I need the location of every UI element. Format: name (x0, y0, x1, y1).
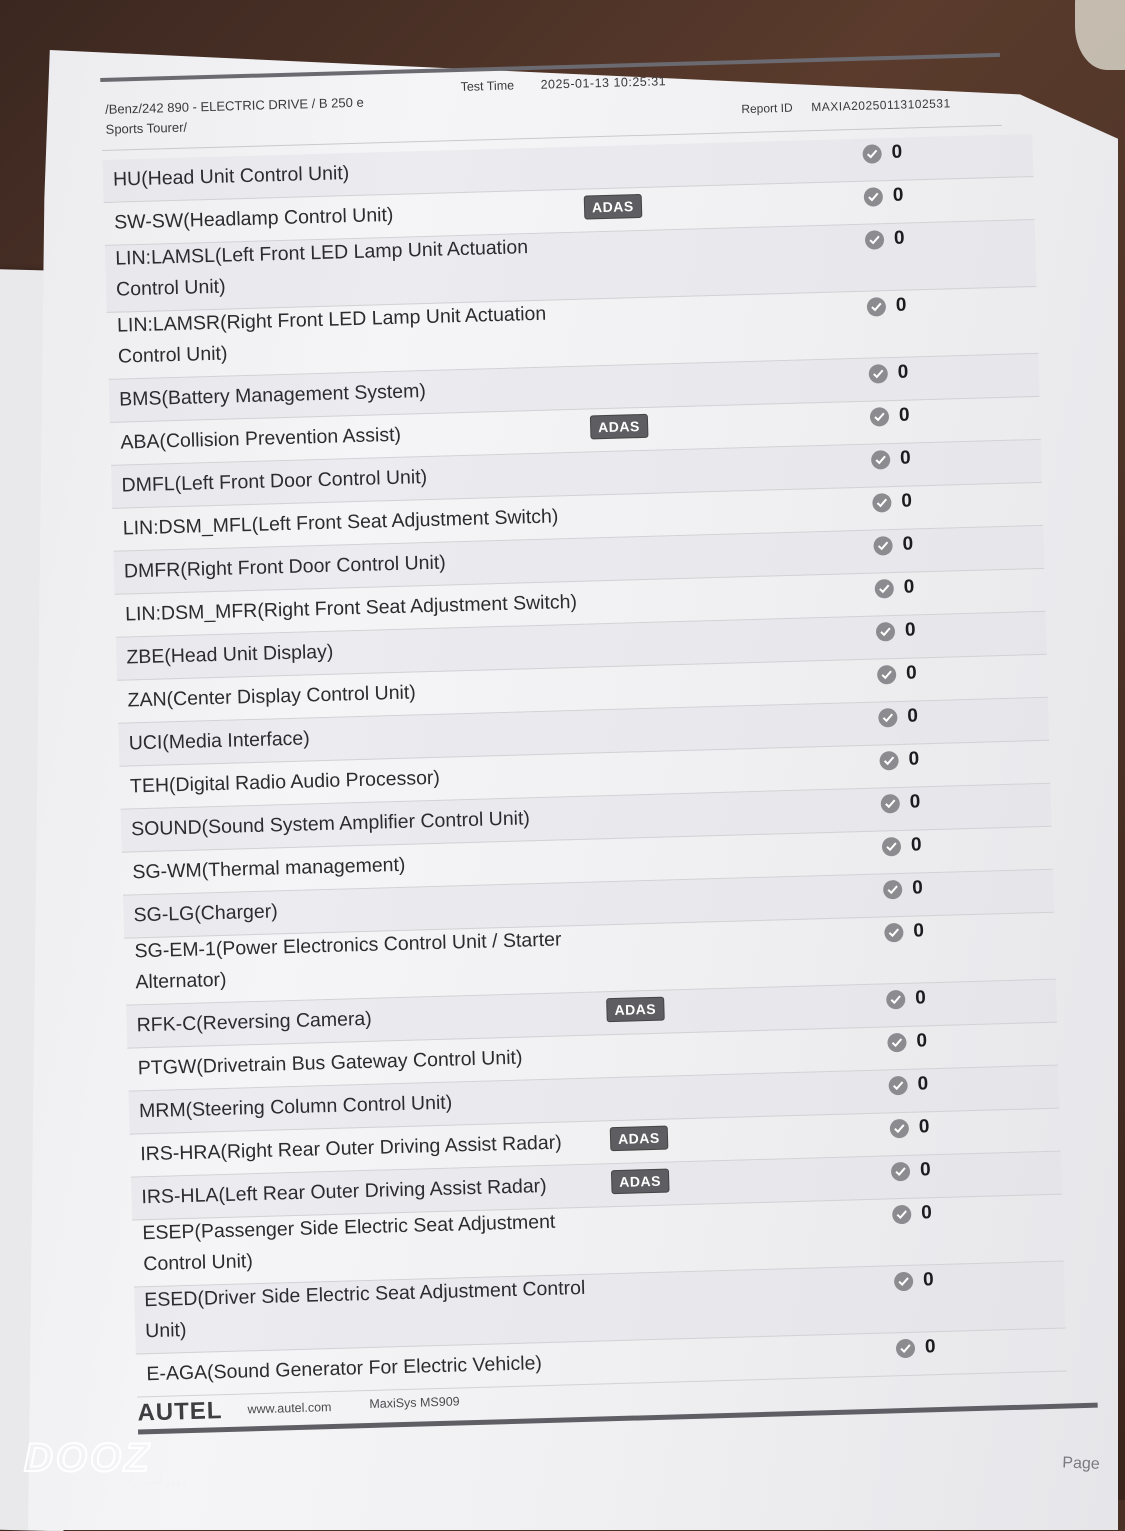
module-name: MRM(Steering Column Control Unit) (138, 1091, 453, 1123)
module-status (894, 1269, 934, 1292)
module-status (867, 295, 907, 318)
module-name: LIN:DSM_MFL(Left Front Seat Adjustment Switch) (122, 505, 559, 540)
adas-badge: ADAS (606, 997, 664, 1023)
module-status (878, 705, 918, 728)
fault-count: 0 (899, 447, 912, 469)
check-icon (873, 536, 893, 556)
report-id-label: Report ID (741, 100, 793, 117)
fault-count: 0 (913, 920, 925, 942)
fault-count: 0 (908, 748, 920, 770)
module-name: LIN:DSM_MFR(Right Front Seat Adjustment Switch) (124, 590, 578, 626)
check-icon (891, 1161, 911, 1181)
fault-count: 0 (919, 1159, 931, 1181)
fault-count: 0 (922, 1269, 934, 1291)
module-status (890, 1116, 930, 1139)
module-name: IRS-HRA(Right Rear Outer Driving Assist Radar) (139, 1131, 562, 1166)
module-name: ABA(Collision Prevention Assist) (120, 423, 402, 454)
module-status (887, 1030, 927, 1053)
check-icon (862, 144, 882, 164)
dooz-watermark-logo: DOOZ (24, 1436, 152, 1480)
check-icon (869, 364, 889, 384)
fault-count: 0 (895, 294, 907, 316)
test-time-label: Test Time (460, 78, 515, 94)
check-icon (872, 493, 892, 513)
adas-badge: ADAS (611, 1169, 669, 1195)
fault-count: 0 (891, 141, 903, 163)
module-status (870, 405, 910, 428)
fault-count: 0 (924, 1336, 936, 1358)
check-icon (892, 1204, 912, 1224)
check-icon (871, 450, 891, 470)
module-name: ESEP(Passenger Side Electric Seat Adjustment Control Unit) (142, 1210, 556, 1276)
module-name: LIN:LAMSL(Left Front LED Lamp Unit Actuation Control Unit) (114, 236, 529, 301)
module-status (872, 491, 912, 514)
module-name: SG-EM-1(Power Electronics Control Unit / Starter Alternator) (134, 928, 562, 994)
check-icon (865, 230, 885, 250)
check-icon (890, 1118, 910, 1138)
module-status (896, 1336, 936, 1359)
module-status (874, 576, 914, 599)
module-name: ZBE(Head Unit Display) (126, 640, 334, 669)
module-status (862, 142, 902, 165)
vehicle-line-2: Sports Tourer/ (105, 119, 188, 137)
test-time-value: 2025-01-13 10:25:31 (540, 74, 667, 92)
module-status (877, 662, 917, 685)
vehicle-path (105, 93, 365, 140)
module-status (882, 834, 922, 857)
check-icon (896, 1338, 916, 1358)
report-content (100, 43, 1100, 1473)
module-name: SG-WM(Thermal management) (132, 853, 406, 884)
check-icon (867, 297, 887, 317)
autel-logo: AUTEL (137, 1397, 223, 1427)
check-icon (879, 750, 899, 770)
module-name: DMFR(Right Front Door Control Unit) (123, 551, 447, 583)
module-status (873, 533, 913, 556)
page-label: Page (1061, 1454, 1100, 1473)
check-icon (876, 622, 896, 642)
module-status (879, 748, 919, 771)
module-status (865, 228, 905, 251)
vehicle-line-1: /Benz/242 890 - ELECTRIC DRIVE / B 250 e (104, 94, 364, 117)
check-icon (883, 879, 903, 899)
module-name: HU(Head Unit Control Unit) (112, 162, 350, 191)
fault-count: 0 (917, 1073, 929, 1095)
footer-model: MaxiSys MS909 (369, 1394, 460, 1411)
check-icon (881, 793, 901, 813)
fault-count: 0 (916, 1030, 928, 1052)
module-name: UCI(Media Interface) (128, 727, 311, 755)
module-name: ESED(Driver Side Electric Seat Adjustment Control Unit) (144, 1276, 586, 1343)
fault-count: 0 (905, 662, 918, 684)
module-status (876, 619, 916, 642)
module-name: ZAN(Center Display Control Unit) (127, 681, 417, 712)
module-name: LIN:LAMSR(Right Front LED Lamp Unit Actuation Control Unit) (116, 302, 547, 368)
module-status (891, 1159, 931, 1182)
adas-badge: ADAS (610, 1126, 668, 1152)
module-name: SOUND(Sound System Amplifier Control Unit) (130, 807, 531, 841)
module-name: IRS-HLA(Left Rear Outer Driving Assist Radar) (141, 1174, 547, 1209)
fault-count: 0 (910, 834, 922, 856)
module-status (888, 1073, 928, 1096)
check-icon (864, 187, 884, 207)
module-status (884, 920, 924, 943)
module-name: DMFL(Left Front Door Control Unit) (121, 466, 428, 497)
module-status (871, 448, 911, 471)
module-name: TEH(Digital Radio Audio Processor) (129, 766, 441, 798)
module-status (886, 987, 926, 1010)
module-name: SG-LG(Charger) (133, 900, 278, 927)
module-name: E-AGA(Sound Generator For Electric Vehicle) (146, 1352, 543, 1386)
check-icon (878, 707, 898, 727)
fault-count: 0 (914, 987, 927, 1009)
fault-count: 0 (893, 227, 905, 249)
fault-count: 0 (907, 705, 919, 727)
check-icon (870, 407, 890, 427)
check-icon (884, 922, 904, 942)
check-icon (888, 1075, 908, 1095)
fault-count: 0 (897, 361, 909, 383)
module-status (864, 185, 904, 208)
module-status (883, 877, 923, 900)
check-icon (894, 1271, 914, 1291)
fault-count: 0 (918, 1116, 930, 1138)
fault-count: 0 (902, 533, 914, 555)
fault-count: 0 (898, 404, 910, 426)
fault-count: 0 (920, 1202, 933, 1224)
module-status (892, 1202, 932, 1225)
check-icon (877, 665, 897, 685)
module-name: SW-SW(Headlamp Control Unit) (113, 203, 394, 234)
fault-count: 0 (911, 877, 924, 899)
module-status (868, 362, 908, 385)
fault-count: 0 (901, 490, 913, 512)
module-status (880, 791, 920, 814)
module-name: PTGW(Drivetrain Bus Gateway Control Unit) (137, 1046, 523, 1080)
fault-count: 0 (904, 619, 916, 641)
fault-count: 0 (903, 576, 915, 598)
check-icon (886, 989, 906, 1009)
module-name: RFK-C(Reversing Camera) (136, 1007, 373, 1037)
check-icon (882, 836, 902, 856)
footer-url: www.autel.com (247, 1400, 332, 1417)
module-name: BMS(Battery Management System) (118, 380, 427, 411)
fault-count: 0 (909, 791, 921, 813)
fault-count: 0 (892, 184, 904, 206)
dooz-watermark-subtext: دووز للسيارات (120, 1475, 187, 1487)
adas-badge: ADAS (584, 194, 642, 220)
report-id-value: MAXIA20250113102531 (811, 96, 951, 115)
adas-badge: ADAS (590, 414, 648, 440)
check-icon (875, 579, 895, 599)
module-list (103, 134, 1067, 1397)
check-icon (887, 1032, 907, 1052)
